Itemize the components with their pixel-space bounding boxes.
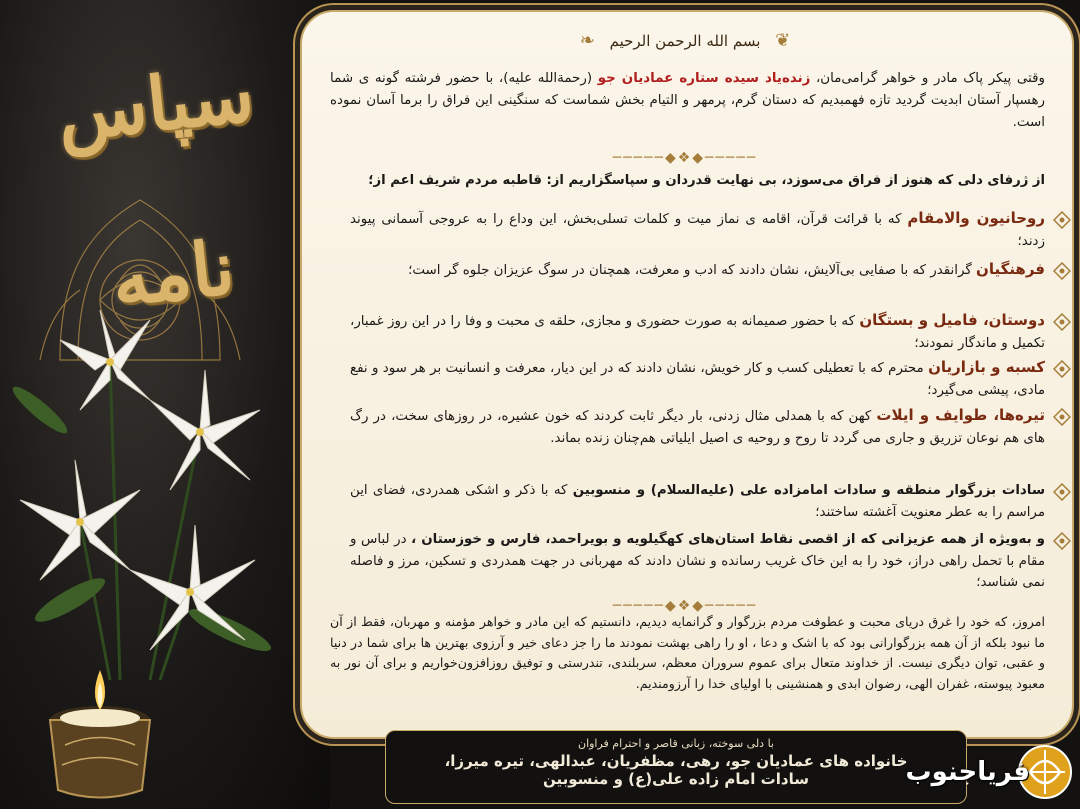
item-heading: دوستان، فامیل و بستگان	[859, 311, 1045, 329]
item-heading: کسبه و بازاریان	[928, 358, 1045, 376]
ornament-icon: ❧	[579, 30, 595, 51]
list-item	[350, 529, 1045, 594]
item-text: در لباس و مقام با تحمل راهی دراز، خود را به این خاک غریب رسانده و نشان دادند که مهربانی در جهت همدردی و تسکین، مرز و فاصله نمی شناسد؛	[350, 532, 1045, 590]
diamond-bullet-icon	[1053, 483, 1071, 501]
diamond-bullet-icon	[1053, 211, 1071, 229]
title-calligraphy: سپاس نامه	[52, 51, 259, 324]
deceased-name: زنده‌یاد سیده ستاره عمادیان جو	[597, 71, 811, 86]
item-heading: فرهنگیان	[976, 260, 1045, 278]
diamond-bullet-icon	[1053, 532, 1071, 550]
thanks-line: از ژرفای دلی که هنوز از فراق می‌سوزد، بی نهایت قدردان و سپاسگزاریم از: قاطبه مردم شریف اعم از؛	[368, 173, 1045, 188]
signature-box	[385, 730, 967, 804]
intro-paragraph	[330, 68, 1045, 134]
logo-text: فریاجنوب	[905, 757, 1030, 787]
list-item	[350, 310, 1045, 354]
item-heading: و به‌ویژه از همه عزیزانی که از اقصی نقاط استان‌های کهگیلویه و بویراحمد، فارس و خوزستان ،	[411, 532, 1046, 547]
diamond-bullet-icon	[1053, 262, 1071, 280]
list-item	[350, 405, 1045, 449]
ornament-icon: ❦	[775, 30, 791, 51]
item-heading: تیره‌ها، طوایف و ایلات	[876, 406, 1045, 424]
signature-families: خانواده های عمادیان جو، رهی، مظفریان، عبدالهی، تیره میرزا،	[444, 752, 908, 770]
intro-text-1: وقتی پیکر پاک مادر و خواهر گرامی‌مان،	[810, 71, 1046, 86]
list-item	[350, 208, 1045, 252]
item-text: که با ذکر و اشکی همدردی، فضای این مراسم را به عطر معنویت آغشته ساختند؛	[350, 483, 1045, 520]
signature-families-2: سادات امام زاده علی(ع) و منسوبین	[543, 770, 809, 788]
list-item	[350, 480, 1045, 523]
item-text: محترم که با تعطیلی کسب و کار خویش، نشان دادند که در این دیار، معرفت و انسانیت بر هر سود و نفع مادی، پیشی می‌گیرد؛	[350, 361, 1045, 398]
diamond-bullet-icon	[1053, 313, 1071, 331]
item-text: که با حضور صمیمانه به صورت حضوری و مجازی، حلقه ی محبت و وفا را در این روز غمبار، تکمیل و ماندگار نمودند؛	[350, 314, 1045, 351]
candle-icon	[40, 650, 160, 800]
intro-text-2: (رحمة‌الله علیه)، با حضور فرشته گونه ی شما رهسپار آستان ابدیت گردید تازه فهمبدیم که دستان گرم، پرمهر و التیام بخش شماست که سنگینی این فراق را برما آسان نموده است.	[330, 71, 1045, 130]
lily-flowers-illustration	[0, 300, 330, 680]
closing-paragraph: امروز، که خود را غرق دریای محبت و عطوفت مردم بزرگوار و گرانمایه دیدیم، دانستیم که این مادر و خواهر مؤمنه و مهربان، فقط از آن ما نبود بلکه از آن همه بزرگوارانی بود که با اشک و دعا ، او را راهی بهشت نمودند ما را جز دعای خیر و آرزوی بهترین ها برای شما در دنیا و عقبی، توان دیگری نیست. از خداوند متعال برای عموم سروران معظم، سربلندی، تندرستی و توفیق روزافزون‌خواریم و برای آن نور به معبود پیوسته، غفران الهی، رضوان ابدی و همنشینی با اولیای خدا را آرزومندیم.	[330, 614, 1045, 691]
list-item	[350, 357, 1045, 401]
item-text: گرانقدر که با صفایی بی‌آلایش، نشان دادند که ادب و معرفت، همچنان در سوگ عزیزان جلوه گر است؛	[408, 263, 977, 278]
gold-divider: ─────◆❖◆─────	[612, 598, 758, 614]
item-text: که با قرائت قرآن، اقامه ی نماز میت و کلمات تسلی‌بخش، این وداع را به عروجی آسمانی پیوند زدند؛	[350, 212, 1045, 249]
list-item	[350, 259, 1045, 282]
diamond-bullet-icon	[1053, 408, 1071, 426]
basmala-header	[300, 30, 1070, 60]
item-heading: روحانیون والامقام	[907, 209, 1046, 227]
diamond-bullet-icon	[1053, 360, 1071, 378]
gold-divider: ─────◆❖◆─────	[612, 150, 758, 166]
item-text: کهن که با همدلی مثال زدنی، بار دیگر ثابت کردند که خون عشیره، در روزهای سخت، در رگ های هم نوعان تزریق و جاری می گردد تا روح و روحیه ی اصیل ایلیاتی هم‌چنان زنده بماند.	[350, 409, 1045, 446]
item-heading: سادات بزرگوار منطقه و سادات امامزاده علی (علیه‌السلام) و منسوبین	[572, 483, 1046, 498]
basmala-text: بسم الله الرحمن الرحیم	[609, 32, 761, 50]
signature-intro: با دلی سوخته، زبانی قاصر و احترام فراوان	[577, 737, 774, 750]
memorial-image-panel	[0, 0, 330, 809]
